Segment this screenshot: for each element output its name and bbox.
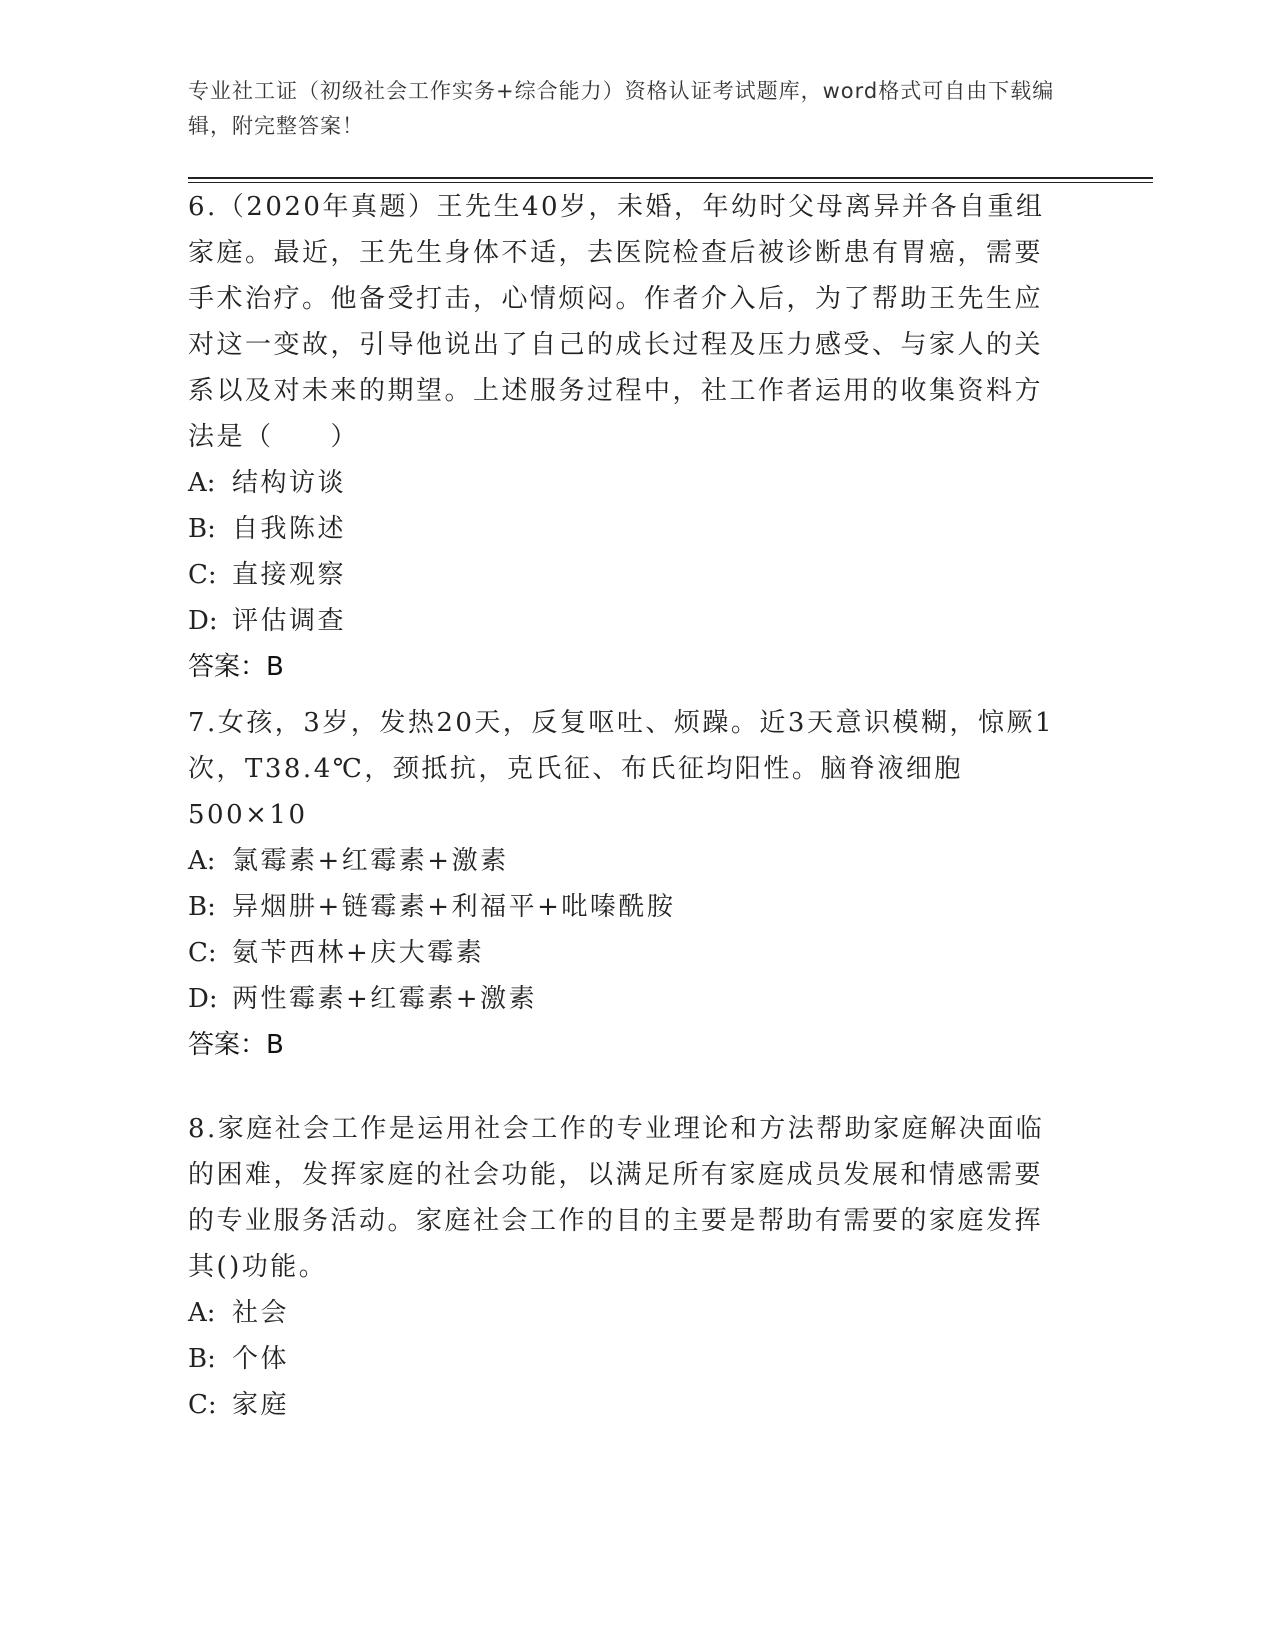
option-label: B: [188, 514, 216, 544]
option-text: 异烟肼+链霉素+利福平+吡嗪酰胺 [232, 892, 676, 922]
option-label: B: [188, 892, 216, 922]
option-c [188, 930, 1068, 976]
option-d [188, 976, 1068, 1022]
option-text: 个体 [232, 1344, 290, 1374]
header-divider-thin [188, 182, 1153, 183]
question-8 [188, 1106, 1068, 1428]
option-text: 直接观察 [232, 560, 347, 590]
option-text: 结构访谈 [232, 468, 347, 498]
question-6 [188, 184, 1068, 690]
option-label: D: [188, 984, 218, 1014]
option-text: 自我陈述 [232, 514, 347, 544]
option-label: D: [188, 606, 218, 636]
option-a [188, 838, 1068, 884]
option-label: C: [188, 1390, 217, 1420]
question-stem: 6.（2020年真题）王先生40岁，未婚，年幼时父母离异并各自重组家庭。最近，王先生身体不适，去医院检查后被诊断患有胃癌，需要手术治疗。他备受打击，心情烦闷。作者介入后，为了帮助王先生应对这一变故，引导他说出了自己的成长过程及压力感受、与家人的关系以及对未来的期望。上述服务过程中，社工作者运用的收集资料方法是（ ） [188, 192, 1045, 452]
option-a [188, 1290, 1068, 1336]
option-label: A: [188, 846, 216, 876]
option-b [188, 884, 1068, 930]
question-7 [188, 700, 1068, 1068]
answer: 答案：B [188, 652, 284, 682]
question-stem: 8.家庭社会工作是运用社会工作的专业理论和方法帮助家庭解决面临的困难，发挥家庭的社会功能，以满足所有家庭成员发展和情感需要的专业服务活动。家庭社会工作的目的主要是帮助有需要的家庭发挥其()功能。 [188, 1114, 1045, 1282]
answer: 答案：B [188, 1030, 284, 1060]
document-header: 专业社工证（初级社会工作实务+综合能力）资格认证考试题库，word格式可自由下载编辑，附完整答案！ [188, 79, 1055, 138]
option-label: A: [188, 1298, 216, 1328]
option-d [188, 598, 1068, 644]
header-divider-thick [188, 177, 1153, 179]
option-b [188, 506, 1068, 552]
option-text: 两性霉素+红霉素+激素 [232, 984, 538, 1014]
option-text: 家庭 [232, 1390, 290, 1420]
option-c [188, 1382, 1068, 1428]
option-label: C: [188, 560, 217, 590]
option-a [188, 460, 1068, 506]
question-stem: 7.女孩，3岁，发热20天，反复呕吐、烦躁。近3天意识模糊，惊厥1次，T38.4℃，颈抵抗，克氏征、布氏征均阳性。脑脊液细胞500×10 [188, 708, 1055, 830]
option-text: 氨苄西林+庆大霉素 [232, 938, 485, 968]
option-label: B: [188, 1344, 216, 1374]
option-text: 氯霉素+红霉素+激素 [232, 846, 509, 876]
option-label: A: [188, 468, 216, 498]
option-text: 社会 [232, 1298, 290, 1328]
option-label: C: [188, 938, 217, 968]
option-text: 评估调查 [232, 606, 347, 636]
option-c [188, 552, 1068, 598]
option-b [188, 1336, 1068, 1382]
